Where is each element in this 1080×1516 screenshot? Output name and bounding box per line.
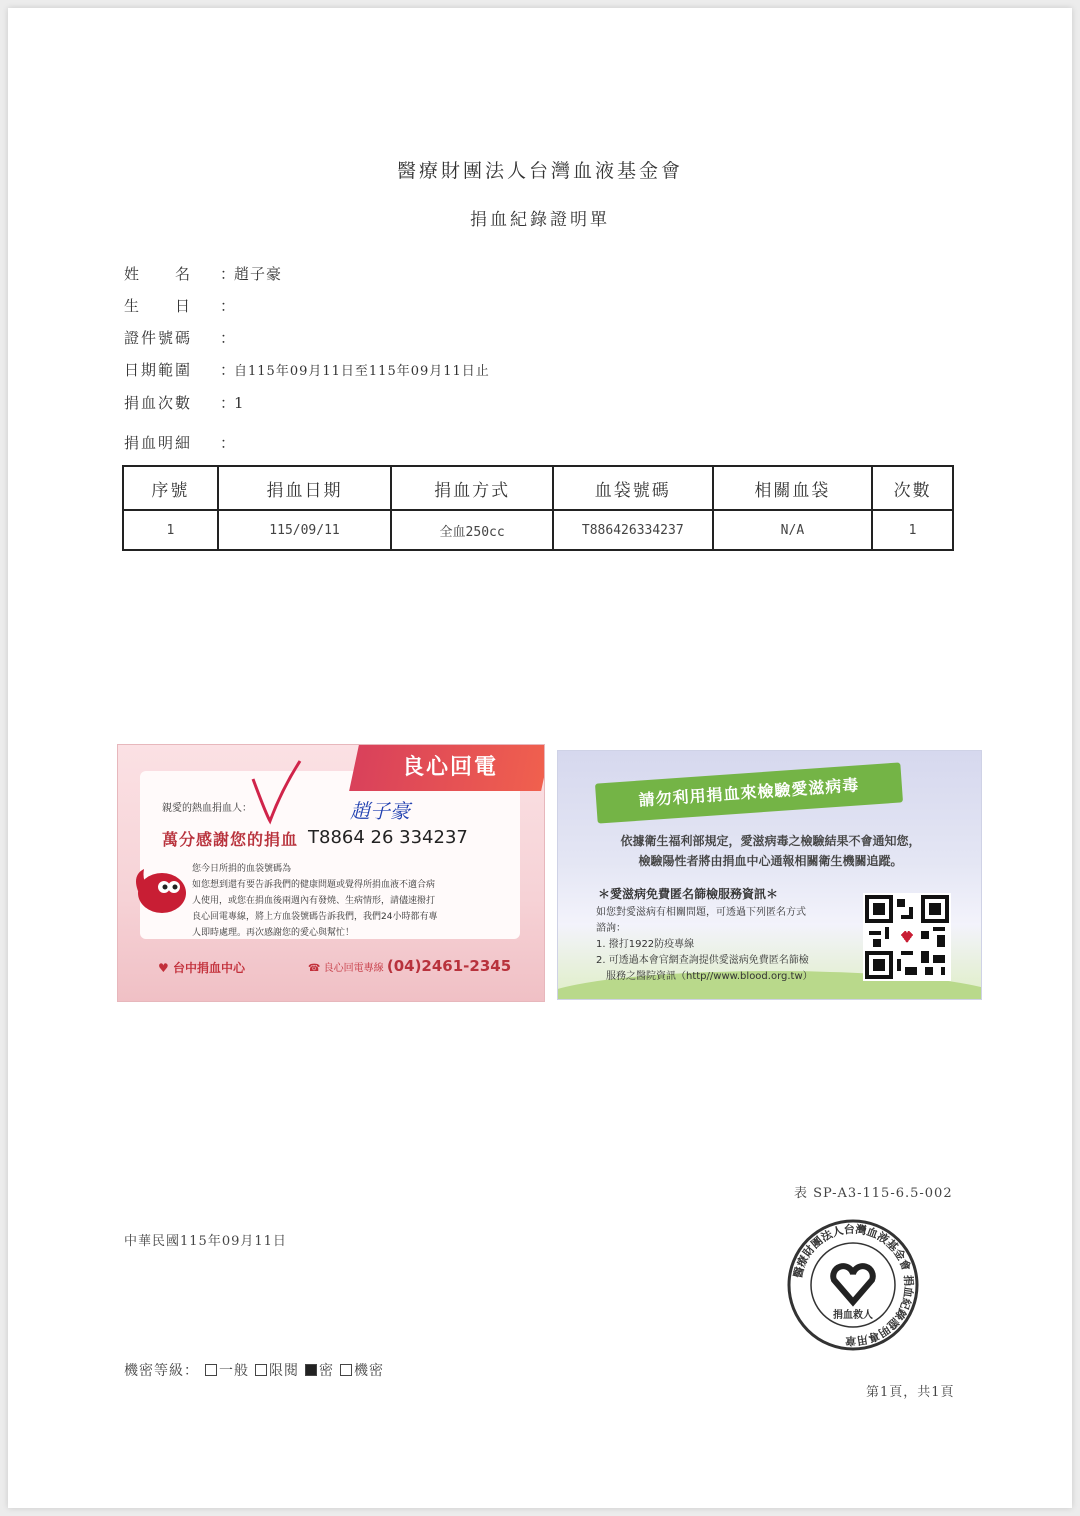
col-header: 序號	[123, 466, 218, 510]
table-cell: 115/09/11	[218, 510, 392, 550]
checkbox-icon	[255, 1364, 267, 1376]
range-label: 日期範圍	[124, 361, 193, 379]
org-title: 醫療財團法人台灣血液基金會	[396, 160, 683, 182]
center-name: ♥ 台中捐血中心	[158, 961, 245, 975]
detail-label: 捐血明細	[124, 434, 193, 452]
table-cell: N/A	[713, 510, 873, 550]
id-field: 證件號碼 ：	[124, 329, 237, 347]
hiv-notice-card	[557, 750, 982, 1000]
count-value: 1	[234, 394, 245, 412]
table-header-row	[123, 466, 953, 510]
thanks-text: 萬分感謝您的捐血	[162, 830, 299, 849]
count-field: 捐血次數 ：1	[124, 394, 245, 412]
page-number: 第1頁，共1頁	[866, 1385, 955, 1400]
id-label: 證件號碼	[124, 329, 193, 347]
service-info: 如您對愛滋病有相關問題，可透過下列匿名方式 諮詢： 1. 撥打1922防疫專線 2. 可透過本會官網查詢提供愛滋病免費匿名篩檢 服務之醫院資訊（http//www.blood.org.tw）	[596, 907, 813, 982]
hotline: ☎ 良心回電專線 (04)2461-2345	[308, 957, 512, 975]
seal-text: 醫療財團法人台灣血液基金會 捐血紀錄證明專用章	[791, 1222, 916, 1348]
range-value: 自115年09月11日至115年09月11日止	[234, 364, 490, 379]
hotline-number: (04)2461-2345	[386, 957, 512, 975]
blood-drop-mascot-icon	[130, 865, 188, 917]
hiv-banner: 請勿利用捐血來檢驗愛滋病毒	[595, 762, 903, 823]
table-cell: 全血250cc	[391, 510, 553, 550]
col-header: 血袋號碼	[553, 466, 713, 510]
hiv-warning: 依據衛生福利部規定，愛滋病毒之檢驗結果不會通知您， 檢驗陽性者將由捐血中心通報相關衛生機關追蹤。	[620, 834, 921, 868]
name-field: 姓 名 ：趙子豪	[124, 265, 283, 283]
bag-number: T8864 26 334237	[308, 827, 468, 848]
donation-table	[122, 465, 954, 551]
table-cell: 1	[123, 510, 218, 550]
callback-banner: 良心回電	[349, 745, 545, 791]
col-header: 捐血日期	[218, 466, 392, 510]
heart-logo-icon	[833, 1266, 873, 1302]
service-title: ＊愛滋病免費匿名篩檢服務資訊＊	[598, 887, 779, 901]
birth-label: 生 日	[124, 297, 193, 315]
name-label: 姓 名	[124, 265, 193, 283]
seal-inner-text: 捐血救人	[833, 1310, 873, 1321]
confidentiality-level: 機密等級： 一般 限閱 密 機密	[124, 1363, 384, 1379]
checkbox-icon	[340, 1364, 352, 1376]
col-header: 次數	[872, 466, 953, 510]
confidentiality-label: 機密等級：	[124, 1363, 199, 1379]
birth-field: 生 日 ：	[124, 297, 237, 315]
phone-icon: ☎	[308, 963, 321, 974]
form-number: 表 SP-A3-115-6.5-002	[794, 1186, 953, 1201]
col-header: 捐血方式	[391, 466, 553, 510]
qr-code-icon	[863, 893, 951, 981]
name-value: 趙子豪	[234, 265, 283, 283]
col-header: 相關血袋	[713, 466, 873, 510]
official-seal-stamp	[786, 1218, 920, 1352]
checkbox-icon	[205, 1364, 217, 1376]
count-label: 捐血次數	[124, 394, 193, 412]
checkbox-checked-icon	[305, 1364, 317, 1376]
doc-title: 捐血紀錄證明單	[470, 210, 610, 230]
range-field: 日期範圍 ：自115年09月11日至115年09月11日止	[124, 361, 490, 379]
callback-instructions: 您今日所捐的血袋號碼為 如您想到還有要告訴我們的健康問題或覺得所捐血液不適合病 人使用，或您在捐血後兩週內有發燒、生病情形，請儘速撥打 良心回電專線，將上方血袋號碼告訴我們，我們24小時都有專 人即時處理。再次感謝您的愛心與幫忙！	[192, 864, 438, 938]
table-cell: 1	[872, 510, 953, 550]
table-cell: T886426334237	[553, 510, 713, 550]
issue-date: 中華民國115年09月11日	[124, 1234, 287, 1249]
detail-field: 捐血明細 ：	[124, 434, 237, 452]
table-row	[123, 510, 953, 550]
handwritten-signature: 趙子豪	[350, 799, 410, 823]
greeting-text: 親愛的熱血捐血人：	[162, 803, 252, 814]
callback-card	[117, 744, 545, 1002]
